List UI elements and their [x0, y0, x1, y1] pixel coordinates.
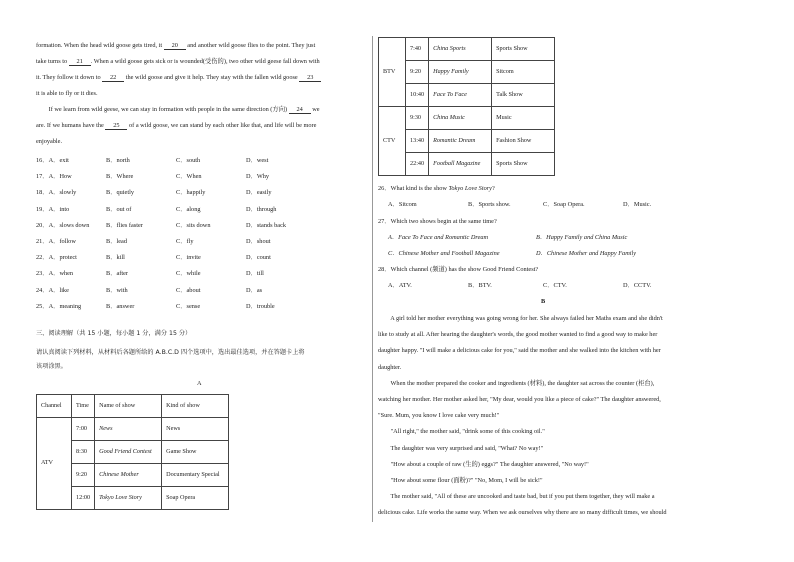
passage-line: it. They follow it down to 22 the wild goose and give it help. They stay with the fallen wild goose 23 — [36, 74, 321, 82]
option-16-a[interactable]: 16．A．exit — [36, 157, 69, 164]
question-28: 28．Which channel (频道) has the show Good Friend Contest? — [378, 266, 539, 273]
header-kind: Kind of show — [162, 395, 229, 418]
blank-22: 22 — [102, 75, 124, 82]
passage-a-label: A — [197, 380, 202, 387]
passage-line: The daughter was very surprised and said, "What? No way!" — [378, 444, 544, 452]
option-28-a[interactable]: A．ATV. — [388, 282, 412, 289]
option-23-a[interactable]: 23．A．when — [36, 270, 74, 278]
blank-23: 23 — [299, 75, 321, 82]
passage-line: it is able to fly or it dies. — [36, 90, 98, 97]
table-row: 9:20 Chinese Mother Documentary Special — [37, 464, 229, 487]
table-row: 8:30 Good Friend Contest Game Show — [37, 441, 229, 464]
instruction-line: 请认真阅读下列材料，从材料后各题所给的 A.B.C.D 四个选项中，选出最佳选项，并在答题卡上将 — [36, 349, 305, 356]
table-row: 13:40 Romantic Dream Fashion Show — [379, 130, 555, 153]
tv-schedule-table-btv-ctv — [378, 37, 555, 176]
option-28-c[interactable]: C．CTV. — [543, 282, 567, 289]
header-time: Time — [72, 395, 95, 418]
option-17-d[interactable]: D．Why — [246, 173, 270, 181]
option-26-b[interactable]: B．Sports show. — [468, 201, 511, 208]
channel-cell: BTV — [379, 38, 406, 107]
header-channel: Channel — [37, 395, 72, 418]
option-28-d[interactable]: D．CCTV. — [623, 282, 652, 289]
passage-line: delicious cake. Life works the same way. When we ask ourselves why there are so many difficult times, we should — [378, 509, 667, 517]
option-26-c[interactable]: C．Soap Opera. — [543, 201, 585, 208]
option-19-b[interactable]: B．out of — [106, 205, 132, 213]
column-divider — [372, 36, 373, 522]
option-24-c[interactable]: C．about — [176, 286, 201, 294]
option-24-b[interactable]: B．with — [106, 286, 128, 294]
option-20-c[interactable]: C．sits down — [176, 221, 211, 229]
passage-line: The mother said, "All of these are uncooked and taste bad, but if you put them together, they will make a — [378, 493, 655, 501]
option-24-d[interactable]: D．as — [246, 286, 263, 294]
section-title: 三、阅读理解（共 15 小题，每小题 1 分，满分 15 分） — [36, 330, 192, 337]
option-21-a[interactable]: 21．A．follow — [36, 238, 76, 245]
passage-line: enjoyable. — [36, 138, 63, 145]
passage-line: are. If we humans have the 25 of a wild goose, we can stand by each other like that, and life will be more — [36, 122, 317, 129]
option-20-a[interactable]: 20．A．slows down — [36, 221, 90, 229]
option-17-b[interactable]: B．Where — [106, 173, 134, 181]
passage-line: "Sure. Mum, you know I love cake very much!" — [378, 412, 500, 420]
option-21-c[interactable]: C．fly — [176, 238, 194, 245]
option-27-c[interactable]: C．Chinese Mother and Football Magazine — [388, 250, 500, 257]
option-16-c[interactable]: C．south — [176, 157, 201, 164]
option-19-c[interactable]: C．along — [176, 205, 201, 213]
option-17-a[interactable]: 17．A．How — [36, 173, 72, 181]
passage-line: A girl told her mother everything was going wrong for her. She always failed her Maths exam and she didn't — [378, 315, 663, 322]
option-22-c[interactable]: C．invite — [176, 254, 201, 262]
passage-line: daughter happy. "I will make a delicious cake for you," said the mother and she walked into the kitchen with her — [378, 347, 661, 355]
option-18-d[interactable]: D．easily — [246, 189, 272, 197]
option-19-d[interactable]: D．through — [246, 205, 277, 213]
table-header-row — [37, 395, 229, 418]
option-18-a[interactable]: 18．A．slowly — [36, 189, 77, 197]
instruction-line: 该项涂黑。 — [36, 363, 67, 370]
passage-line: "How about a couple of raw (生的) eggs?" The daughter answered, "No way!" — [378, 460, 589, 468]
option-24-a[interactable]: 24．A．like — [36, 286, 69, 294]
table-row: 9:20 Happy Family Sitcom — [379, 61, 555, 84]
option-22-d[interactable]: D．count — [246, 254, 271, 262]
passage-line: formation. When the head wild goose gets tired, it 20 and another wild goose flies to the point. They just — [36, 42, 316, 49]
passage-line: "All right," the mother said, "drink some of this cooking oil." — [378, 428, 545, 436]
blank-25: 25 — [105, 123, 127, 130]
blank-21: 21 — [69, 59, 91, 66]
passage-line: watching her mother. Her mother asked her, "My dear, would you like a piece of cake?" The daughter answered, — [378, 396, 661, 403]
option-22-a[interactable]: 22．A．protect — [36, 254, 77, 262]
blank-24: 24 — [289, 107, 311, 114]
option-27-a[interactable]: A．Face To Face and Romantic Dream — [388, 234, 489, 241]
option-16-d[interactable]: D．west — [246, 157, 269, 164]
tv-schedule-table-atv — [36, 394, 229, 510]
table-row: 12:00 Tokyo Love Story Soap Opera — [37, 487, 229, 510]
passage-line: If we learn from wild geese, we can stay in formation with people in the same direction (方向) 24 we — [36, 106, 320, 113]
option-16-b[interactable]: B．north — [106, 157, 130, 164]
question-27: 27．Which two shows begin at the same time? — [378, 218, 497, 225]
header-name: Name of show — [95, 395, 162, 418]
passage-line: When the mother prepared the cooker and ingredients (材料), the daughter sat across the counter (柜台), — [378, 379, 655, 387]
option-28-b[interactable]: B．BTV. — [468, 282, 492, 289]
option-25-a[interactable]: 25．A．meaning — [36, 302, 82, 310]
option-20-d[interactable]: D．stands back — [246, 221, 287, 229]
option-25-c[interactable]: C．sense — [176, 302, 201, 310]
table-row: 10:40 Face To Face Talk Show — [379, 84, 555, 107]
option-23-b[interactable]: B．after — [106, 270, 129, 278]
passage-line: like to study at all. After hearing the daughter's words, the good mother wanted to find a good way to make her — [378, 331, 658, 339]
option-25-d[interactable]: D．trouble — [246, 302, 275, 310]
passage-line: take turns to 21 . When a wild goose gets sick or is wounded(受伤的), two other wild geese fall down with — [36, 58, 320, 65]
channel-cell: ATV — [37, 418, 72, 510]
option-23-c[interactable]: C．while — [176, 270, 201, 278]
option-18-c[interactable]: C．happily — [176, 189, 206, 197]
option-21-d[interactable]: D．shout — [246, 238, 271, 245]
option-27-b[interactable]: B．Happy Family and China Music — [536, 234, 628, 241]
option-25-b[interactable]: B．answer — [106, 302, 135, 310]
option-18-b[interactable]: B．quietly — [106, 189, 134, 197]
option-20-b[interactable]: B．flies faster — [106, 221, 143, 229]
option-22-b[interactable]: B．kill — [106, 254, 125, 262]
option-21-b[interactable]: B．lead — [106, 238, 127, 245]
option-27-d[interactable]: D．Chinese Mother and Happy Family — [536, 250, 637, 257]
passage-b-label: B — [541, 298, 546, 305]
option-26-a[interactable]: A．Sitcom — [388, 201, 417, 208]
table-row: BTV 7:40 China Sports Sports Show — [379, 38, 555, 61]
passage-line: daughter. — [378, 363, 402, 371]
blank-20: 20 — [164, 43, 186, 50]
option-17-c[interactable]: C．When — [176, 173, 202, 181]
table-row: 22:40 Football Magazine Sports Show — [379, 153, 555, 176]
channel-cell: CTV — [379, 107, 406, 176]
option-19-a[interactable]: 19．A．into — [36, 205, 70, 213]
table-row: ATV 7:00 News News — [37, 418, 229, 441]
option-23-d[interactable]: D．till — [246, 270, 264, 278]
question-26: 26．What kind is the show Tokyo Love Story? — [378, 185, 495, 192]
option-26-d[interactable]: D．Music. — [623, 201, 652, 208]
table-row: CTV 9:30 China Music Music — [379, 107, 555, 130]
passage-line: "How about some flour (面粉)?" "No, Mom, I will be sick!" — [378, 477, 543, 484]
